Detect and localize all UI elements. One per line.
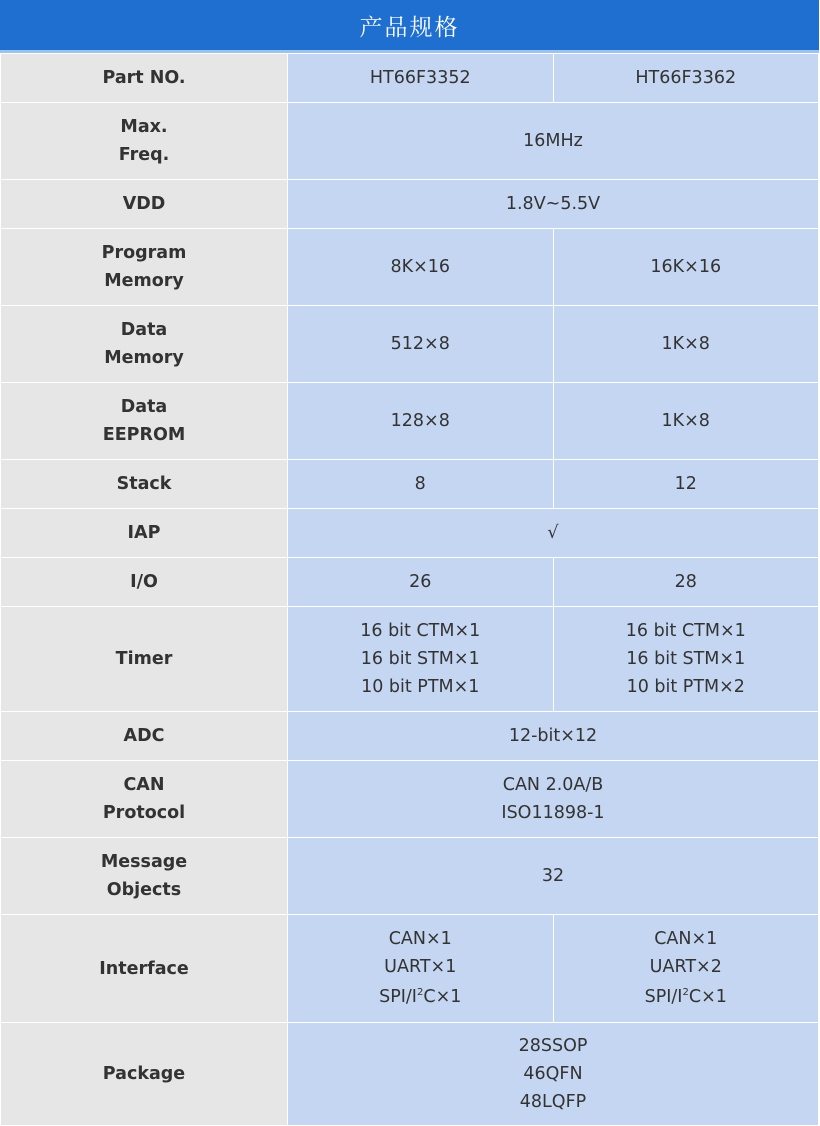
cell-stack-col1: 8	[288, 460, 554, 509]
cell-timer-col2: 16 bit CTM×1 16 bit STM×1 10 bit PTM×2	[553, 607, 819, 712]
cell-io-col2: 28	[553, 558, 819, 607]
row-label-data-eeprom: Data EEPROM	[1, 383, 288, 460]
cell-message-objects: 32	[288, 838, 819, 915]
table-row	[1, 915, 819, 1023]
table-row	[1, 229, 819, 306]
row-label-message-objects: Message Objects	[1, 838, 288, 915]
table-row	[1, 838, 819, 915]
cell-vdd: 1.8V~5.5V	[288, 180, 819, 229]
cell-part-no-col2: HT66F3362	[553, 54, 819, 103]
table-row	[1, 103, 819, 180]
row-label-adc: ADC	[1, 712, 288, 761]
row-label-stack: Stack	[1, 460, 288, 509]
row-label-program-memory: Program Memory	[1, 229, 288, 306]
row-label-interface: Interface	[1, 915, 288, 1023]
table-row	[1, 761, 819, 838]
cell-timer-col1: 16 bit CTM×1 16 bit STM×1 10 bit PTM×1	[288, 607, 554, 712]
row-label-part-no: Part NO.	[1, 54, 288, 103]
row-label-data-memory: Data Memory	[1, 306, 288, 383]
table-row	[1, 558, 819, 607]
table-row	[1, 1023, 819, 1126]
cell-interface-col1: CAN×1 UART×1 SPI/$I^2C\times 1$	[288, 915, 554, 1023]
spec-table	[0, 53, 819, 1126]
table-row	[1, 54, 819, 103]
cell-stack-col2: 12	[553, 460, 819, 509]
row-label-package: Package	[1, 1023, 288, 1126]
table-row	[1, 460, 819, 509]
cell-data-memory-col1: 512×8	[288, 306, 554, 383]
table-row	[1, 180, 819, 229]
cell-data-eeprom-col2: 1K×8	[553, 383, 819, 460]
cell-can-protocol: CAN 2.0A/B ISO11898-1	[288, 761, 819, 838]
row-label-max-freq: Max. Freq.	[1, 103, 288, 180]
table-row	[1, 306, 819, 383]
table-row	[1, 383, 819, 460]
cell-part-no-col1: HT66F3352	[288, 54, 554, 103]
page-title: 产品规格	[0, 0, 819, 53]
cell-data-eeprom-col1: 128×8	[288, 383, 554, 460]
row-label-timer: Timer	[1, 607, 288, 712]
cell-io-col1: 26	[288, 558, 554, 607]
cell-max-freq: 16MHz	[288, 103, 819, 180]
row-label-vdd: VDD	[1, 180, 288, 229]
row-label-can-protocol: CAN Protocol	[1, 761, 288, 838]
cell-program-memory-col2: 16K×16	[553, 229, 819, 306]
cell-adc: 12-bit×12	[288, 712, 819, 761]
row-label-io: I/O	[1, 558, 288, 607]
table-row	[1, 712, 819, 761]
cell-iap: √	[288, 509, 819, 558]
cell-interface-col2: CAN×1 UART×2 SPI/$I^2C\times 1$	[553, 915, 819, 1023]
cell-package: 28SSOP 46QFN 48LQFP	[288, 1023, 819, 1126]
table-row	[1, 509, 819, 558]
cell-data-memory-col2: 1K×8	[553, 306, 819, 383]
cell-program-memory-col1: 8K×16	[288, 229, 554, 306]
table-row	[1, 607, 819, 712]
row-label-iap: IAP	[1, 509, 288, 558]
